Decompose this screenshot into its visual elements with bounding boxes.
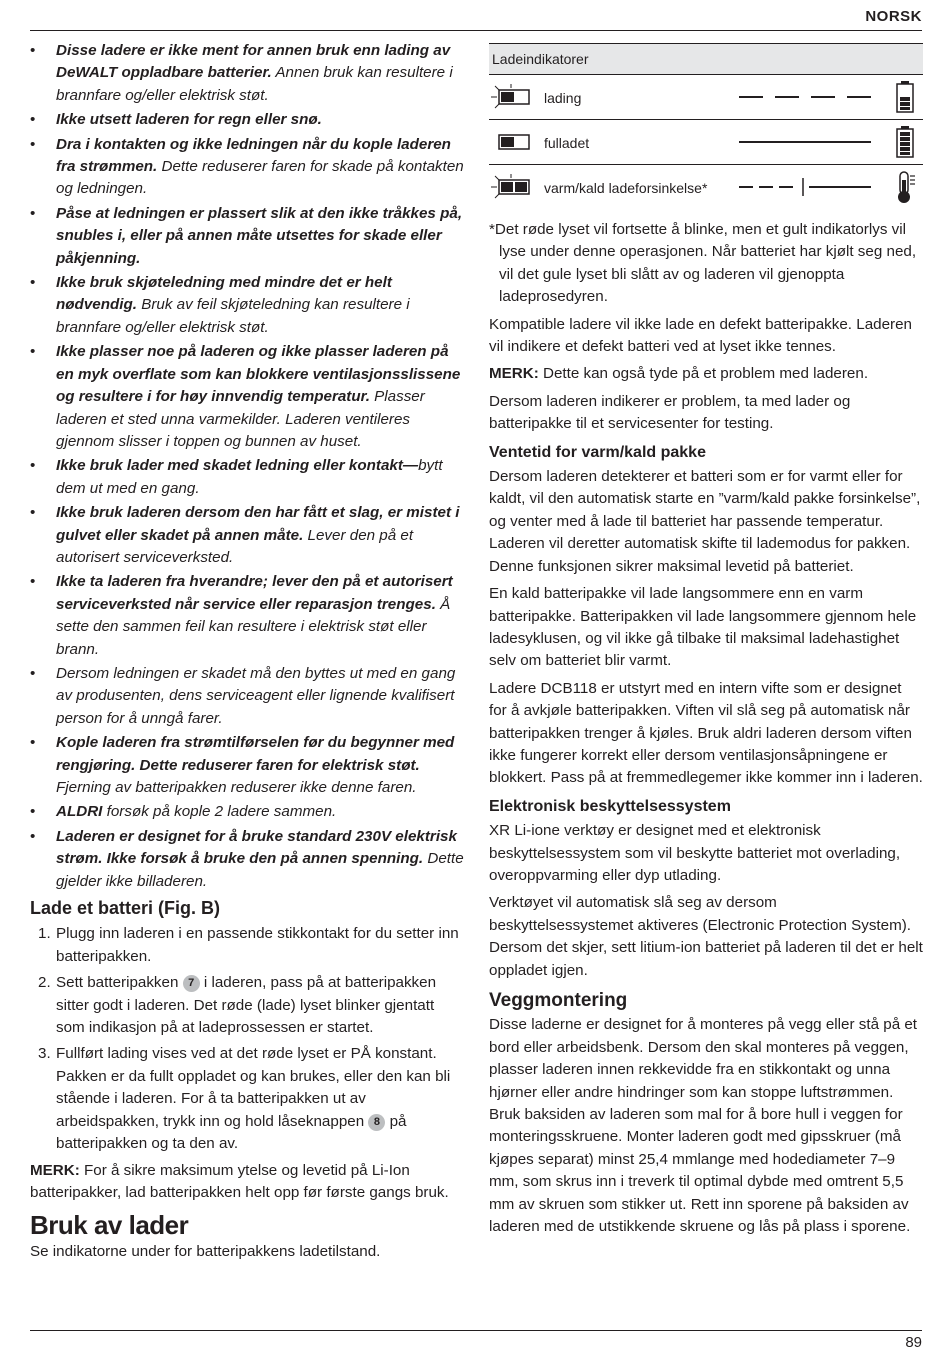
safety-item-bold: Ikke ta laderen fra hverandre; lever den på et autorisert serviceverksted når service eller reparasjon trenges. bbox=[56, 573, 453, 613]
safety-item-bold: Laderen er designet for å bruke standard 230V elektrisk strøm. Ikke forsøk å bruke den på annen spenning. bbox=[56, 827, 457, 868]
safety-item bbox=[30, 455, 466, 500]
problem-text: Dersom laderen indikerer er problem, ta med lader og batteripakke til et servicesenter for testing. bbox=[489, 392, 851, 433]
protection-text-2: Verktøyet vil automatisk slå seg av dersom beskyttelsessystemet aktiveres (Electronic Protection System). Dersom det skjer, sett litium-ion batteriet på laderen til det er helt oppladet igjen. bbox=[489, 894, 923, 979]
indicator-label-charging: lading bbox=[544, 90, 582, 106]
safety-item-bold: Påse at ledningen er plassert slik at den ikke tråkkes på, snubles i, eller på annen måte utsettes for skade eller påkjenning. bbox=[56, 204, 463, 267]
solid-pattern-icon bbox=[739, 130, 889, 154]
safety-item-text: Dersom ledningen er skadet må den byttes ut med en gang av produsenten, dens serviceagent eller lignende kvalifisert person for å unngå farer. bbox=[56, 664, 456, 727]
safety-item bbox=[30, 801, 466, 823]
step-number: 1. bbox=[38, 925, 51, 943]
step-number: 2. bbox=[38, 974, 51, 992]
indicator-table-header: Ladeindikatorer bbox=[489, 44, 923, 74]
footer-rule bbox=[30, 1330, 922, 1331]
charge-step bbox=[30, 923, 466, 968]
bullet: • bbox=[30, 42, 36, 59]
hot-cold-delay-heading: Ventetid for varm/kald pakke bbox=[489, 443, 706, 461]
bullet: • bbox=[30, 135, 36, 153]
electronic-protection-heading: Elektronisk beskyttelsessystem bbox=[489, 797, 731, 815]
left-note: MERK: For å sikre maksimum ytelse og levetid på Li-Ion batteripakker, lad batteripakken helt opp før første gangs bruk. bbox=[30, 1161, 449, 1201]
bullet: • bbox=[30, 734, 36, 752]
indicator-row-charging bbox=[489, 74, 923, 119]
bullet: • bbox=[30, 274, 36, 292]
section-language-label: NORSK bbox=[865, 8, 922, 25]
step-text: Fullført lading vises ved at det røde lyset er PÅ konstant. Pakken er da fullt oppladet og kan brukes, eller den kan bli stående i laderen. For å ta batteripakken ut av arbeidspakken, trykk inn og hold låseknappen bbox=[56, 1045, 451, 1130]
bullet: • bbox=[30, 803, 36, 821]
indicator-row-hot-cold-delay bbox=[489, 164, 923, 209]
use-charger-heading: Bruk av lader bbox=[30, 1210, 189, 1241]
wall-mounting-text: Disse laderne er designet for å monteres på vegg eller stå på et bord eller arbeidsbenk. Dersom den skal monteres på veggen, plasser laderen innen rekkevidde fra en stikkontakt og unna hjørner eller andre hindringer som kan stoppe luftstrømmen. Bruk baksiden av laderen som mal for å bore hull i veggen for monteringsskruene. Monter laderen godt med gipsskruer (må kjøpes separat) minst 25,4 mmlange med hodediameter 7–9 mm, som skrus inn i treverk til optimal dybde med omtrent 5,5 mm av skruen som stikker ut. Rett inn sporene på baksiden av laderen med de utstikkende skruene og lås på plass i sporene. bbox=[489, 1016, 918, 1236]
compatible-chargers-text: Kompatible ladere vil ikke lade en defekt batteripakke. Laderen vil indikere et defekt batteri ved at lyset ikke tennes. bbox=[489, 315, 912, 356]
safety-item bbox=[30, 732, 466, 799]
figure-reference-badge: 7 bbox=[183, 975, 200, 992]
left-column bbox=[30, 40, 466, 1268]
led-solid-icon bbox=[489, 128, 535, 156]
safety-item-bold: Ikke bruk skjøteledning med mindre det er helt nødvendig. bbox=[56, 274, 392, 314]
figure-reference-badge: 8 bbox=[368, 1114, 385, 1131]
safety-item bbox=[30, 502, 466, 569]
safety-item-bold: Kople laderen fra strømtilførselen før du begynner med rengjøring. Dette reduserer faren for elektrisk støt. bbox=[56, 734, 455, 774]
safety-item bbox=[30, 203, 466, 270]
safety-item-text: Bruk av feil skjøteledning kan resultere i brannfare og/eller elektrisk støt. bbox=[56, 296, 410, 336]
bullet: • bbox=[30, 504, 36, 522]
safety-item-text: Dette reduserer faren for skade på kontakten og ledningen. bbox=[56, 158, 464, 198]
safety-item-bold: Ikke plasser noe på laderen og ikke plasser laderen på en myk overflate som kan blokkere ventilasjonsslissene og resultere i for høy innvendig temperatur. bbox=[56, 343, 461, 406]
bullet: • bbox=[30, 204, 36, 222]
bullet: • bbox=[30, 457, 36, 475]
step-text: Sett batteripakken bbox=[56, 974, 183, 992]
use-charger-text: Se indikatorne under for batteripakkens ladetilstand. bbox=[30, 1242, 381, 1260]
bullet: • bbox=[30, 827, 36, 845]
safety-item-text: Plasser laderen et sted unna varmekilder. Laderen ventileres gjennom slisser i toppen og bunnen av huset. bbox=[56, 388, 425, 450]
safety-item bbox=[30, 134, 466, 201]
bullet: • bbox=[30, 343, 36, 361]
mixed-pattern-icon bbox=[739, 175, 889, 199]
step-number: 3. bbox=[38, 1045, 51, 1063]
safety-item-bold: Ikke utsett laderen for regn eller snø. bbox=[56, 111, 322, 129]
dashed-pattern-icon bbox=[739, 85, 889, 109]
page-number: 89 bbox=[905, 1334, 922, 1351]
safety-item-text: Lever den på et autorisert serviceverksted. bbox=[56, 526, 414, 566]
safety-item bbox=[30, 571, 466, 661]
wall-mounting-heading: Veggmontering bbox=[489, 990, 628, 1011]
charge-steps-list bbox=[30, 923, 466, 1155]
safety-item-text: Å sette den sammen feil kan resultere i elektrisk støt eller brann. bbox=[56, 595, 451, 658]
safety-item bbox=[30, 272, 466, 339]
safety-item-bold: Ikke bruk lader med skadet ledning eller kontakt— bbox=[56, 457, 419, 475]
safety-item bbox=[30, 826, 466, 893]
led-blinking-single-icon bbox=[489, 83, 535, 111]
charge-indicator-table bbox=[489, 43, 923, 209]
hot-cold-text-1: Dersom laderen detekterer et batteri som er for varmt eller for kaldt, vil den automatisk starte en ”varm/kald pakke forsinkelse”, og venter med å lade til batteriet har passende temperatur. Laderen vil deretter automatisk skifte til lademodus for pakken. Denne funksjonen sikrer maksimal levetid på batteriet. bbox=[489, 468, 921, 575]
safety-item bbox=[30, 40, 466, 107]
safety-item-bold: Disse ladere er ikke ment for annen bruk enn lading av DeWALT oppladbare batterier. bbox=[56, 42, 451, 82]
safety-item bbox=[30, 109, 466, 131]
indicator-row-full bbox=[489, 119, 923, 164]
safety-item bbox=[30, 341, 466, 453]
charge-battery-heading: Lade et batteri (Fig. B) bbox=[30, 898, 221, 919]
battery-charging-icon bbox=[891, 80, 919, 114]
thermometer-icon bbox=[891, 170, 919, 204]
protection-text-1: XR Li-ione verktøy er designet med et elektronisk beskyttelsessystem som vil beskytte batteriet mot overlading, overoppvarming eller dyp utlading. bbox=[489, 822, 901, 884]
step-text: Plugg inn laderen i en passende stikkontakt for du setter inn batteripakken. bbox=[56, 925, 459, 965]
safety-item-bold: Ikke bruk laderen dersom den har fått et slag, er mistet i gulvet eller skadet på annen måte. bbox=[56, 504, 460, 544]
bullet: • bbox=[30, 111, 36, 129]
safety-item-text: forsøk på kople 2 ladere sammen. bbox=[102, 803, 337, 821]
step-text-continued: i laderen, pass på at batteripakken sitter godt i laderen. Det røde (lade) lyset blinker gjentatt som indikasjon på at ladeprossessen er startet. bbox=[56, 974, 437, 1037]
battery-full-icon bbox=[891, 125, 919, 159]
fan-text: Ladere DCB118 er utstyrt med en intern vifte som er designet for å avkjøle batteripakken. Viften vil slå seg på automatisk når batteripakken trenger å kjøles. Bruk aldri laderen dersom viften ikke fungerer korrekt eller dersom ventilasjonsåpningene er blokkert. Pass på at fremmedlegemer ikke kommer inn i laderen. bbox=[489, 679, 923, 787]
indicator-label-full: fulladet bbox=[544, 135, 590, 151]
step-text-continued: på batteripakken og ta den av. bbox=[56, 1112, 407, 1153]
safety-item-text: Annen bruk kan resultere i brannfare og/eller elektrisk støt. bbox=[56, 64, 453, 104]
safety-item-text: Dette gjelder ikke billaderen. bbox=[56, 850, 464, 890]
charge-step bbox=[30, 972, 466, 1039]
safety-item-bold: Dra i kontakten og ikke ledningen når du kople laderen fra strømmen. bbox=[56, 135, 451, 176]
right-column bbox=[489, 43, 923, 1243]
right-note: MERK: Dette kan også tyde på et problem med laderen. bbox=[489, 365, 869, 383]
indicator-footnote: *Det røde lyset vil fortsette å blinke, men et gult indikatorlys vil lyse under denne operasjonen. Når batteriet har kjølt seg ned, vil det gule lyset bli slått av og laderen vil gjenoppta ladeprosedyren. bbox=[489, 221, 917, 306]
safety-item-text: Fjerning av batteripakken reduserer ikke denne faren. bbox=[56, 779, 417, 796]
safety-item-bold: ALDRI bbox=[56, 803, 103, 821]
safety-item bbox=[30, 663, 466, 730]
safety-item-text: bytt dem ut med en gang. bbox=[56, 457, 443, 497]
hot-cold-text-2: En kald batteripakke vil lade langsommere enn en varm batteripakke. Batteripakken vil lade langsommere gjennom hele ladesyklusen, og vil ikke gå tilbake til maksimal ladehastighet selv om batteriet blir varmt. bbox=[489, 585, 917, 670]
led-blinking-double-icon bbox=[489, 173, 535, 201]
header-rule bbox=[30, 30, 922, 31]
bullet: • bbox=[30, 573, 36, 591]
bullet: • bbox=[30, 664, 36, 682]
safety-instructions-list bbox=[30, 40, 466, 893]
indicator-label-hot-cold: varm/kald ladeforsinkelse* bbox=[544, 180, 708, 196]
charge-step bbox=[30, 1043, 466, 1155]
